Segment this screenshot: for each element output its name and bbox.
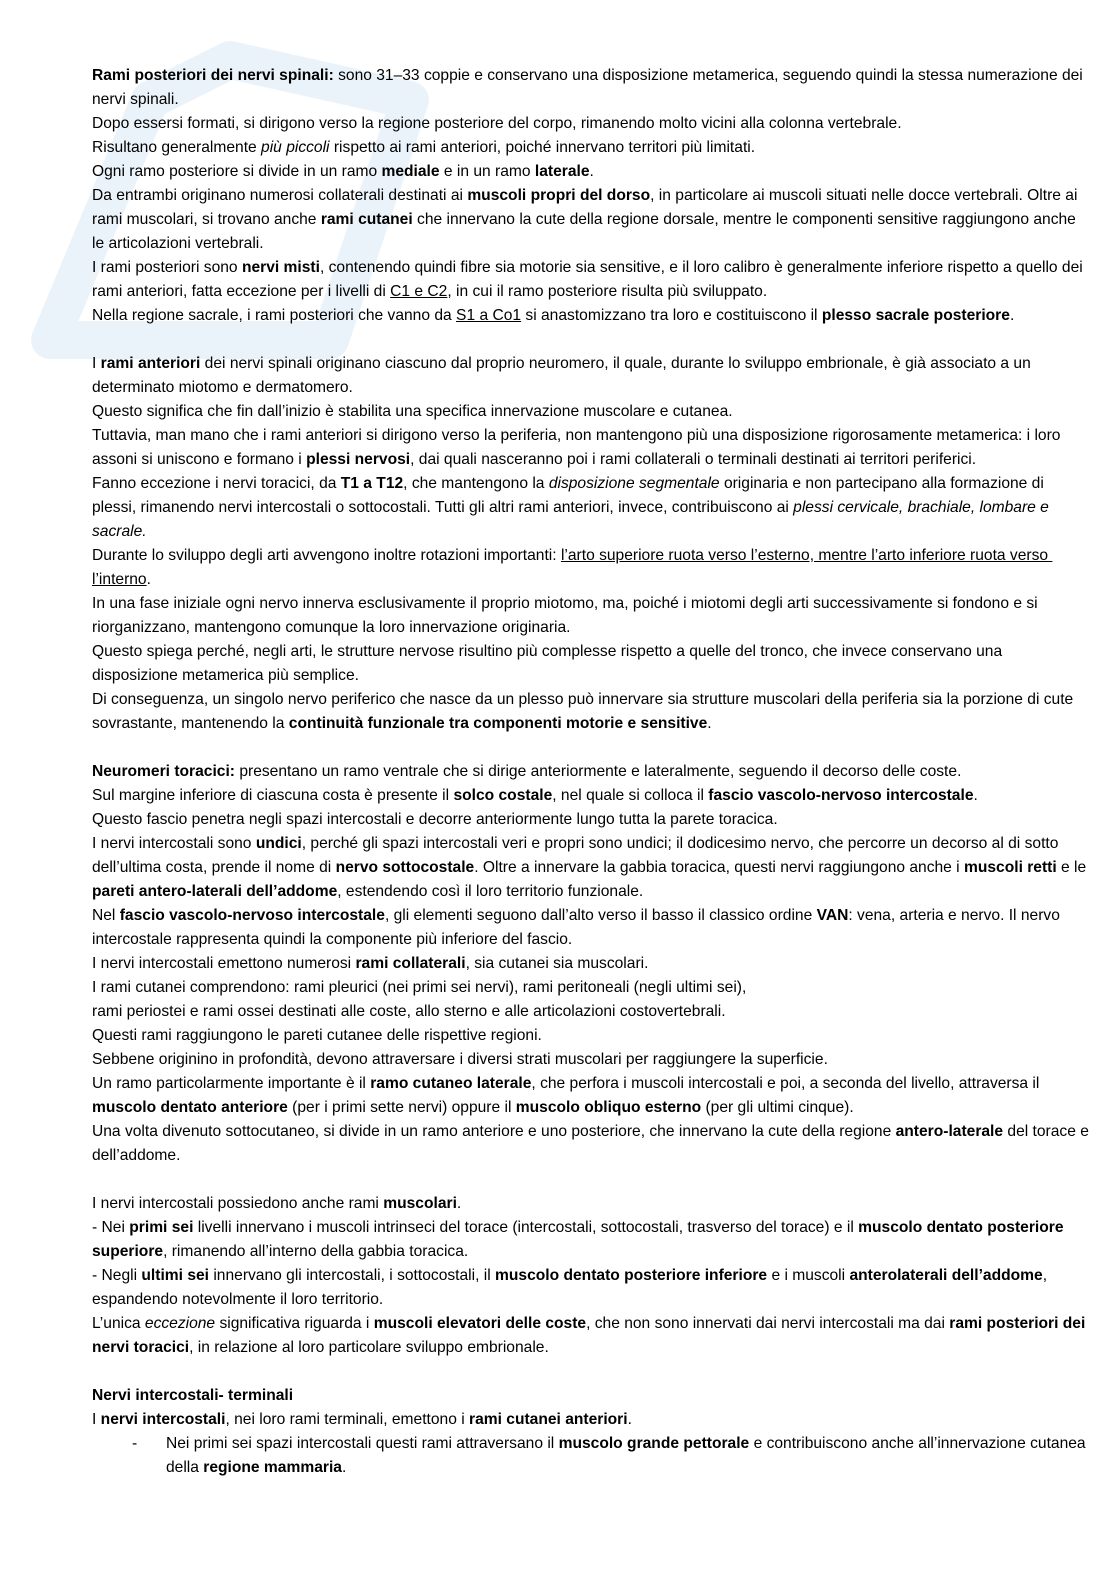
text-run: Un ramo particolarmente importante è il: [92, 1075, 371, 1092]
text-run: Questo spiega perché, negli arti, le strutture nervose risultino più complesse rispetto a quelle del tronco, che invece conservano una disposizione metamerica più semplice.: [92, 643, 1007, 684]
bold-text: muscolo dentato posteriore inferiore: [495, 1267, 768, 1284]
text-run: , estendendo così il loro territorio funzionale.: [337, 883, 644, 900]
text-run: .: [589, 163, 594, 180]
paragraph: [92, 688, 1092, 736]
text-run: e le: [1056, 859, 1091, 876]
paragraph: [92, 352, 1092, 400]
bold-text: Nervi intercostali- terminali: [92, 1387, 294, 1404]
paragraph-spacer: [92, 1168, 1092, 1192]
paragraph-spacer: [92, 736, 1092, 760]
text-run: .: [341, 1459, 347, 1476]
italic-text: plessi cervicale, brachiale, lombare e sacrale.: [92, 499, 1054, 540]
text-run: , contenendo quindi fibre sia motorie sia sensitive, e il loro calibro è generalmente inferiore rispetto a quello dei rami anteriori, fatta eccezione per i livelli di: [92, 259, 1088, 300]
paragraph: [92, 160, 1092, 184]
text-run: significativa riguarda i: [215, 1315, 374, 1332]
text-run: Questo significa che fin dall’inizio è stabilita una specifica innervazione muscolare e cutanea.: [92, 403, 733, 420]
text-run: e in un ramo: [439, 163, 535, 180]
paragraph: [92, 112, 1092, 136]
text-run: , che non sono innervati dai nervi intercostali ma dai: [586, 1315, 950, 1332]
text-run: .: [973, 787, 978, 804]
bold-text: muscoli elevatori delle coste: [373, 1315, 587, 1332]
text-run: .: [1009, 307, 1015, 324]
bold-text: undici: [255, 835, 302, 852]
text-run: - Nei: [92, 1219, 130, 1236]
paragraph: [92, 784, 1092, 808]
italic-text: eccezione: [144, 1315, 216, 1332]
bold-text: nervo sottocostale: [335, 859, 475, 876]
list-bullet: -: [132, 1435, 138, 1452]
paragraph: [92, 952, 1092, 976]
text-run: I: [92, 1411, 101, 1428]
text-run: , sia cutanei sia muscolari.: [465, 955, 649, 972]
paragraph: [92, 1072, 1092, 1120]
bold-text: muscolo dentato anteriore: [92, 1099, 288, 1116]
text-run: I: [92, 355, 101, 372]
bold-text: fascio vascolo-nervoso intercostale: [119, 907, 385, 924]
text-run: .: [456, 1195, 462, 1212]
text-run: Questo fascio penetra negli spazi intercostali e decorre anteriormente lungo tutta la parete toracica.: [92, 811, 778, 828]
bold-text: muscolo grande pettorale: [558, 1435, 750, 1452]
bold-text: pareti antero-laterali dell’addome: [92, 883, 338, 900]
text-run: I nervi intercostali possiedono anche rami: [92, 1195, 384, 1212]
underlined-text: S1 a Co1: [456, 307, 522, 324]
paragraph-spacer: [92, 328, 1092, 352]
text-run: I nervi intercostali emettono numerosi: [92, 955, 356, 972]
text-run: , gli elementi seguono dall’alto verso il basso il classico ordine: [384, 907, 817, 924]
text-run: rami periostei e rami ossei destinati alle coste, allo sterno e alle articolazioni costovertebrali.: [92, 1003, 726, 1020]
paragraph: [92, 424, 1092, 472]
bold-text: ramo cutaneo laterale: [370, 1075, 532, 1092]
text-run: Ogni ramo posteriore si divide in un ramo: [92, 163, 382, 180]
bold-text: Rami posteriori dei nervi spinali:: [92, 67, 334, 84]
paragraph: [92, 808, 1092, 832]
text-run: Fanno eccezione i nervi toracici, da: [92, 475, 341, 492]
paragraph: [92, 1000, 1092, 1024]
italic-text: più piccoli: [261, 139, 330, 156]
text-run: Sebbene originino in profondità, devono attraversare i diversi strati muscolari per raggiungere la superficie.: [92, 1051, 828, 1068]
text-run: del torace e dell’addome.: [92, 1123, 1094, 1164]
text-run: .: [146, 571, 151, 588]
text-run: , perché gli spazi intercostali veri e propri sono undici; il dodicesimo nervo, che percorre un decorso al di sotto dell’ultima costa, prende il nome di: [92, 835, 1063, 876]
text-run: e contribuiscono anche all’innervazione cutanea della: [166, 1435, 1090, 1476]
bold-text: VAN: [816, 907, 849, 924]
bold-text: nervi intercostali: [100, 1411, 226, 1428]
bold-text: nervi misti: [241, 259, 320, 276]
bold-text: muscoli propri del dorso: [467, 187, 651, 204]
paragraph: [92, 1024, 1092, 1048]
text-run: , espandendo notevolmente il loro territorio.: [92, 1267, 1052, 1308]
paragraph: [92, 1048, 1092, 1072]
bold-text: muscolo obliquo esterno: [515, 1099, 702, 1116]
paragraph: [92, 976, 1092, 1000]
paragraph-spacer: [92, 1360, 1092, 1384]
paragraph: [92, 592, 1092, 640]
paragraph: [92, 1384, 1092, 1408]
text-run: Sul margine inferiore di ciascuna costa è presente il: [92, 787, 454, 804]
paragraph: [92, 136, 1092, 160]
text-run: I rami cutanei comprendono: rami pleurici (nei primi sei nervi), rami peritoneali (negli ultimi sei),: [92, 979, 747, 996]
paragraph: [92, 544, 1092, 592]
paragraph: [92, 256, 1092, 304]
text-run: originaria e non partecipano alla formazione di plessi, rimanendo nervi intercostali o sottocostali. Tutti gli altri rami anteriori, invece, contribuiscono ai: [92, 475, 1049, 516]
text-run: Una volta divenuto sottocutaneo, si divide in un ramo anteriore e uno posteriore, che innervano la cute della regione: [92, 1123, 896, 1140]
paragraph: [92, 1264, 1092, 1312]
text-run: - Negli: [92, 1267, 142, 1284]
paragraph: [92, 832, 1092, 904]
underlined-text: l’arto superiore ruota verso l’esterno, mentre l’arto inferiore ruota verso l’interno: [92, 547, 1053, 588]
text-run: Nei primi sei spazi intercostali questi rami attraversano il: [166, 1435, 559, 1452]
bold-text: continuità funzionale tra componenti motorie e sensitive: [288, 715, 708, 732]
text-run: .: [707, 715, 712, 732]
bold-text: solco costale: [453, 787, 553, 804]
text-run: e i muscoli: [767, 1267, 850, 1284]
text-run: , dai quali nasceranno poi i rami collaterali o terminali destinati ai territori periferici.: [410, 451, 977, 468]
bold-text: rami cutanei: [320, 211, 413, 228]
text-run: I nervi intercostali sono: [92, 835, 256, 852]
bold-text: plessi nervosi: [306, 451, 411, 468]
bold-text: primi sei: [129, 1219, 194, 1236]
text-run: I rami posteriori sono: [92, 259, 242, 276]
bold-text: muscolo dentato posteriore superiore: [92, 1219, 1068, 1260]
text-run: , in particolare ai muscoli situati nelle docce vertebrali. Oltre ai rami muscolari, si trovano anche: [92, 187, 1082, 228]
text-run: Nella regione sacrale, i rami posteriori che vanno da: [92, 307, 457, 324]
text-run: Di conseguenza, un singolo nervo periferico che nasce da un plesso può innervare sia strutture muscolari della periferia sia la porzione di cute sovrastante, mantenendo la: [92, 691, 1078, 732]
text-run: , rimanendo all’interno della gabbia toracica.: [163, 1243, 469, 1260]
paragraph: [92, 400, 1092, 424]
text-run: dei nervi spinali originano ciascuno dal proprio neuromero, il quale, durante lo sviluppo embrionale, è già associato a un determinato miotomo e dermatomero.: [92, 355, 1036, 396]
text-run: , in cui il ramo posteriore risulta più sviluppato.: [447, 283, 768, 300]
paragraph: [92, 64, 1092, 112]
text-run: . Oltre a innervare la gabbia toracica, questi nervi raggiungono anche i: [474, 859, 964, 876]
bold-text: rami posteriori dei nervi toracici: [92, 1315, 1090, 1356]
paragraph: [92, 1312, 1092, 1360]
bold-text: muscoli retti: [963, 859, 1057, 876]
text-run: (per i primi sette nervi) oppure il: [287, 1099, 516, 1116]
paragraph: [92, 640, 1092, 688]
italic-text: disposizione segmentale: [548, 475, 720, 492]
bold-text: anterolaterali dell’addome: [849, 1267, 1043, 1284]
list-item: [92, 1432, 1092, 1480]
bold-text: rami collaterali: [355, 955, 466, 972]
text-run: , nel quale si colloca il: [552, 787, 709, 804]
text-run: sono 31–33 coppie e conservano una disposizione metamerica, seguendo quindi la stessa numerazione dei nervi spinali.: [92, 67, 1088, 108]
document-body: [92, 64, 1092, 1480]
text-run: Nel: [92, 907, 120, 924]
text-run: si anastomizzano tra loro e costituiscono il: [521, 307, 822, 324]
text-run: : vena, arteria e nervo. Il nervo intercostale rappresenta quindi la componente più inferiore del fascio.: [92, 907, 1065, 948]
bold-text: rami anteriori: [100, 355, 201, 372]
text-run: Da entrambi originano numerosi collaterali destinati ai: [92, 187, 468, 204]
text-run: Durante lo sviluppo degli arti avvengono inoltre rotazioni importanti:: [92, 547, 561, 564]
bold-text: laterale: [534, 163, 590, 180]
text-run: presentano un ramo ventrale che si dirige anteriormente e lateralmente, seguendo il decorso delle coste.: [235, 763, 962, 780]
bold-text: antero-laterale: [895, 1123, 1004, 1140]
paragraph: [92, 1216, 1092, 1264]
text-run: Risultano generalmente: [92, 139, 262, 156]
text-run: L’unica: [92, 1315, 145, 1332]
bold-text: T1 a T12: [340, 475, 404, 492]
paragraph: [92, 1408, 1092, 1432]
bold-text: fascio vascolo-nervoso intercostale: [708, 787, 974, 804]
text-run: , che mantengono la: [403, 475, 549, 492]
paragraph: [92, 1192, 1092, 1216]
bold-text: mediale: [381, 163, 440, 180]
text-run: Tuttavia, man mano che i rami anteriori si dirigono verso la periferia, non mantengono più una disposizione rigorosamente metamerica: i loro assoni si uniscono e formano i: [92, 427, 1065, 468]
text-run: , che perfora i muscoli intercostali e poi, a seconda del livello, attraversa il: [531, 1075, 1044, 1092]
bold-text: Neuromeri toracici:: [92, 763, 235, 780]
text-run: , in relazione al loro particolare sviluppo embrionale.: [189, 1339, 549, 1356]
text-run: rispetto ai rami anteriori, poiché innervano territori più limitati.: [329, 139, 756, 156]
text-run: che innervano la cute della regione dorsale, mentre le componenti sensitive raggiungono anche le articolazioni vertebrali.: [92, 211, 1081, 252]
bold-text: rami cutanei anteriori: [469, 1411, 628, 1428]
bold-text: muscolari: [383, 1195, 457, 1212]
paragraph: [92, 760, 1092, 784]
bold-text: regione mammaria: [203, 1459, 342, 1476]
bold-text: plesso sacrale posteriore: [821, 307, 1010, 324]
paragraph: [92, 184, 1092, 256]
text-run: innervano gli intercostali, i sottocostali, il: [209, 1267, 496, 1284]
paragraph: [92, 1120, 1092, 1168]
text-run: (per gli ultimi cinque).: [701, 1099, 854, 1116]
text-run: .: [627, 1411, 632, 1428]
paragraph: [92, 904, 1092, 952]
text-run: In una fase iniziale ogni nervo innerva esclusivamente il proprio miotomo, ma, poiché i miotomi degli arti successivamente si fondono e si riorganizzano, mantengono comunque la loro innervazione originaria.: [92, 595, 1042, 636]
underlined-text: C1 e C2: [390, 283, 448, 300]
text-run: , nei loro rami terminali, emettono i: [225, 1411, 469, 1428]
bold-text: ultimi sei: [141, 1267, 209, 1284]
text-run: Questi rami raggiungono le pareti cutanee delle rispettive regioni.: [92, 1027, 542, 1044]
text-run: Dopo essersi formati, si dirigono verso la regione posteriore del corpo, rimanendo molto vicini alla colonna vertebrale.: [92, 115, 902, 132]
paragraph: [92, 472, 1092, 544]
text-run: livelli innervano i muscoli intrinseci del torace (intercostali, sottocostali, trasverso del torace) e il: [193, 1219, 859, 1236]
paragraph: [92, 304, 1092, 328]
